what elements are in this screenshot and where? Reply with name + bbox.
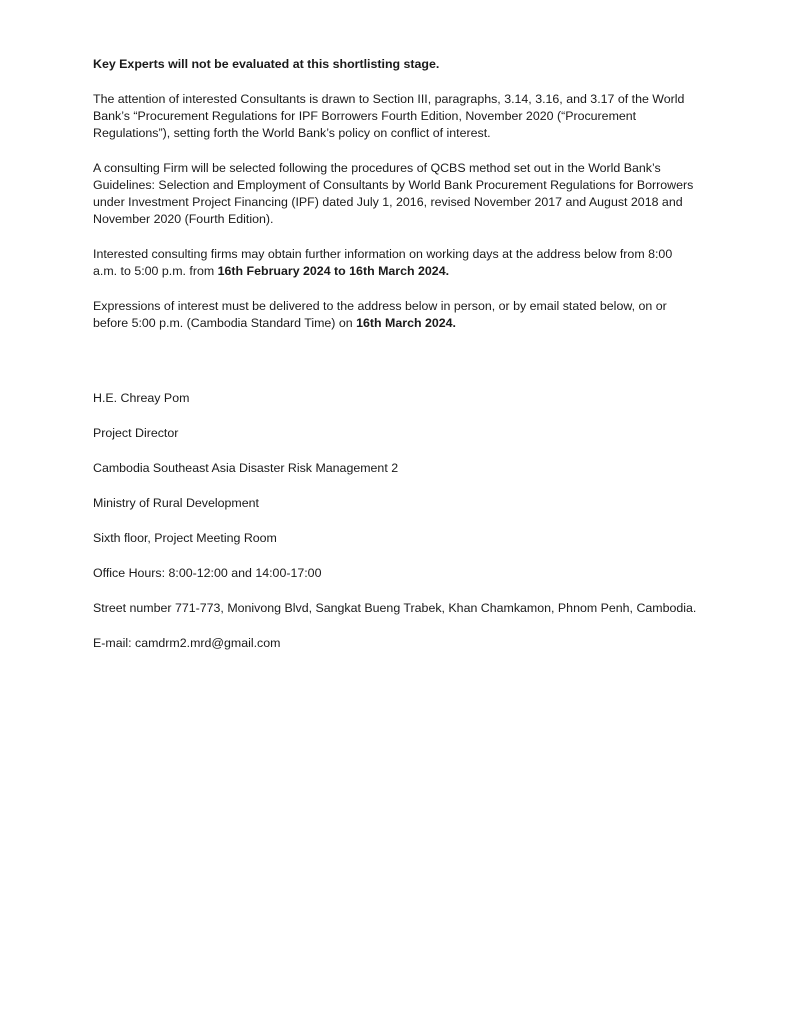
- deadline-date: 16th March 2024.: [356, 316, 456, 330]
- information-paragraph: [93, 246, 697, 280]
- contact-address: Street number 771-773, Monivong Blvd, Sangkat Bueng Trabek, Khan Chamkamon, Phnom Penh, Cambodia.: [93, 601, 697, 615]
- information-text: Interested consulting firms may obtain further information on working days at the address below from 8:00 a.m. to 5:00 p.m. from: [93, 247, 673, 278]
- deadline-text: Expressions of interest must be delivered to the address below in person, or by email stated below, on or before 5:00 p.m. (Cambodia Standard Time) on: [93, 299, 667, 330]
- section-spacer: [93, 350, 697, 390]
- contact-office-hours: Office Hours: 8:00-12:00 and 14:00-17:00: [93, 566, 322, 580]
- information-dates: 16th February 2024 to 16th March 2024.: [217, 264, 450, 278]
- contact-project: Cambodia Southeast Asia Disaster Risk Management 2: [93, 461, 399, 475]
- email-label: E-mail:: [93, 636, 135, 650]
- contact-ministry: Ministry of Rural Development: [93, 496, 259, 510]
- deadline-paragraph: [93, 298, 697, 332]
- email-address[interactable]: camdrm2.mrd@gmail.com: [135, 636, 281, 650]
- conflict-of-interest-paragraph: The attention of interested Consultants is drawn to Section III, paragraphs, 3.14, 3.16, and 3.17 of the World Bank’s “Procurement Regulations for IPF Borrowers Fourth Edition, November 2020 (“Procurement Regulations”), setting forth the World Bank’s policy on conflict of interest.: [93, 92, 685, 140]
- contact-name: H.E. Chreay Pom: [93, 391, 190, 405]
- document-body: [93, 56, 697, 670]
- contact-title: Project Director: [93, 426, 179, 440]
- shortlisting-heading: Key Experts will not be evaluated at this shortlisting stage.: [93, 57, 440, 71]
- contact-location: Sixth floor, Project Meeting Room: [93, 531, 277, 545]
- contact-email-line: [93, 635, 697, 652]
- selection-method-paragraph: A consulting Firm will be selected following the procedures of QCBS method set out in the World Bank’s Guidelines: Selection and Employment of Consultants by World Bank Procurement Regulations for Borrowers under Investment Project Financing (IPF) dated July 1, 2016, revised November 2017 and August 2018 and November 2020 (Fourth Edition).: [93, 161, 694, 226]
